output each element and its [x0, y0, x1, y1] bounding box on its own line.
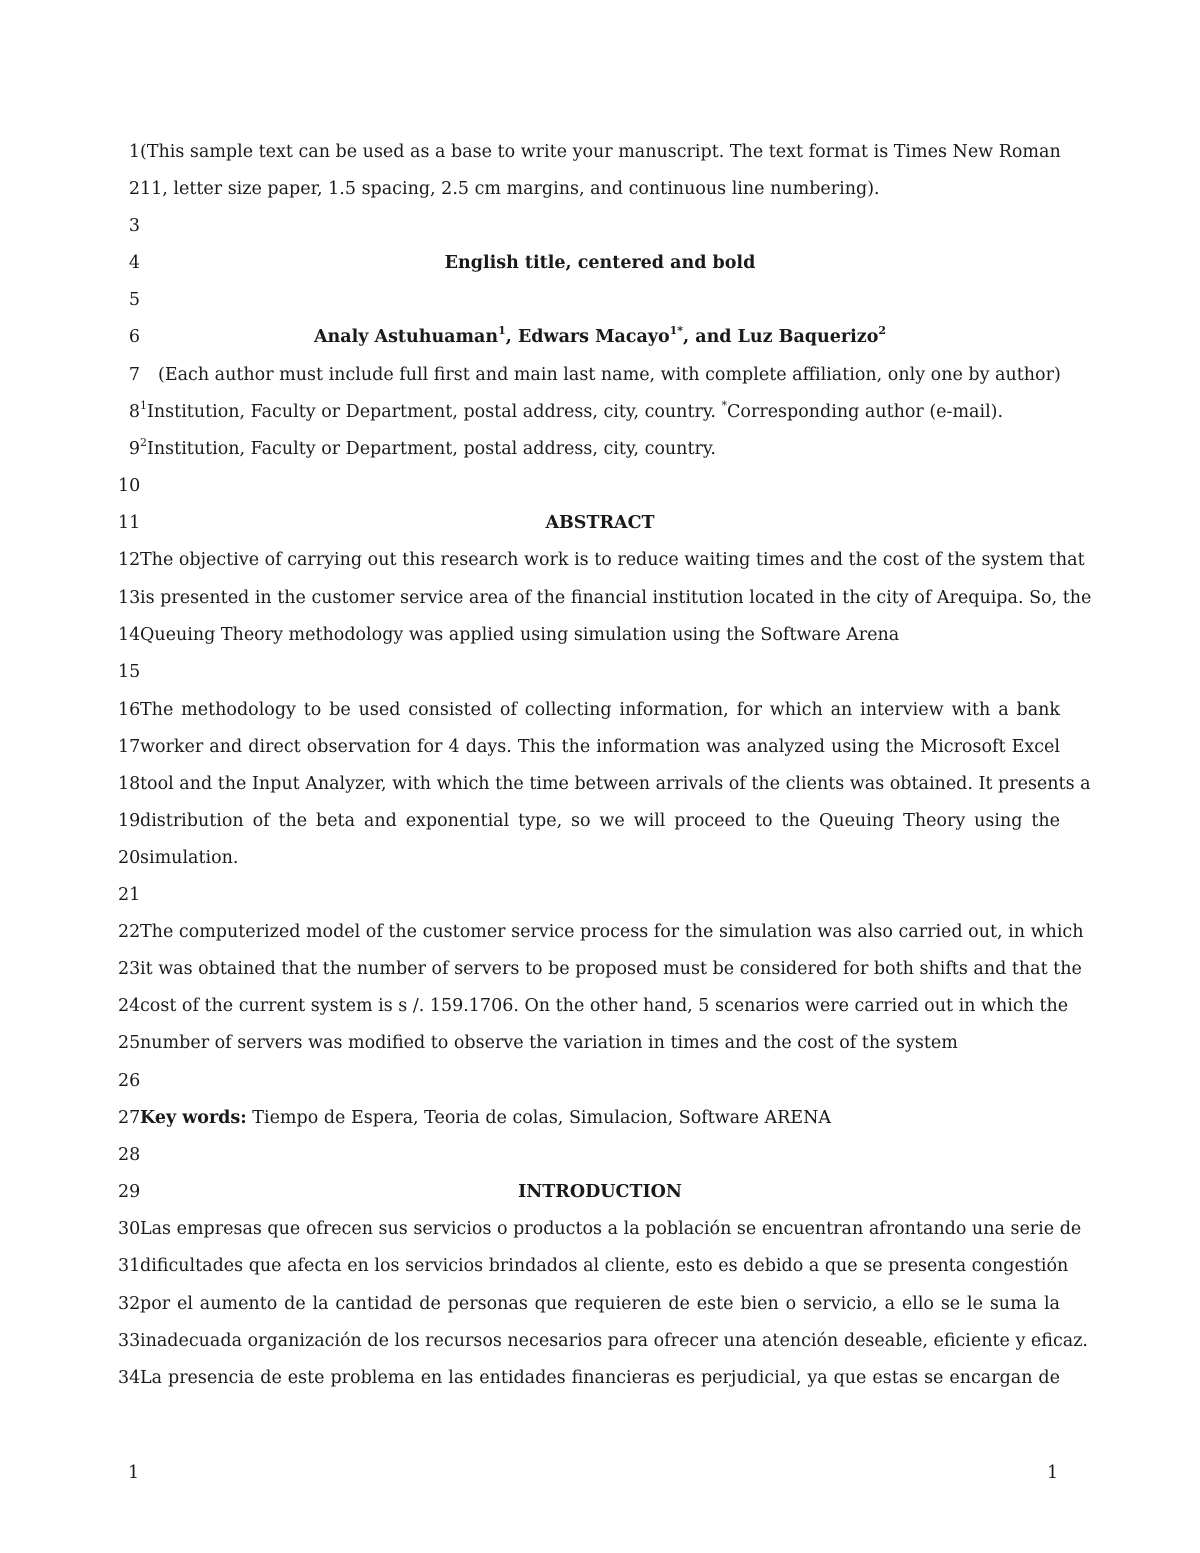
line-number: 15 [118, 662, 141, 682]
manuscript-line [118, 1063, 1060, 1100]
manuscript-line [118, 282, 1060, 319]
line-text: por el aumento de la cantidad de personas que requieren de este bien o servicio, a ello se le suma la [140, 1294, 1060, 1314]
line-number: 10 [118, 476, 141, 496]
line-number: 19 [118, 811, 141, 831]
author-name: Analy Astuhuaman [313, 327, 499, 347]
line-number: 17 [118, 737, 141, 757]
affiliation-line [140, 394, 1060, 431]
line-number: 33 [118, 1331, 141, 1351]
line-number: 18 [118, 774, 141, 794]
manuscript-line [118, 394, 1060, 431]
line-text: it was obtained that the number of servers to be proposed must be considered for both shifts and that the [140, 959, 1082, 979]
line-text: is presented in the customer service area of the financial institution located in the city of Arequipa. So, the [140, 588, 1092, 608]
keywords-line [140, 1100, 1060, 1137]
manuscript-line [118, 840, 1060, 877]
line-number: 20 [118, 848, 141, 868]
line-number: 32 [118, 1294, 141, 1314]
line-number: 22 [118, 922, 141, 942]
line-number: 31 [118, 1256, 141, 1276]
manuscript-line [118, 1174, 1060, 1211]
line-text: dificultades que afecta en los servicios brindados al cliente, esto es debido a que se presenta congestión [140, 1256, 1069, 1276]
line-text: number of servers was modified to observe the variation in times and the cost of the system [140, 1033, 958, 1053]
manuscript-line [118, 1100, 1060, 1137]
line-number: 27 [118, 1108, 141, 1128]
line-number: 14 [118, 625, 141, 645]
line-number: 12 [118, 550, 141, 570]
line-number: 4 [128, 253, 140, 273]
line-number: 8 [128, 402, 140, 422]
paper-title: English title, centered and bold [444, 253, 756, 273]
line-number: 7 [128, 365, 140, 385]
keywords-label: Key words: [140, 1108, 247, 1128]
line-number: 1 [128, 142, 140, 162]
line-text: worker and direct observation for 4 days. This the information was analyzed using the Microsoft Excel [140, 737, 1060, 757]
affiliation-marker: 1 [498, 324, 506, 338]
line-number: 30 [118, 1219, 141, 1239]
manuscript-line [118, 1248, 1069, 1285]
footer-page-number-left: 1 [128, 1463, 140, 1483]
manuscript-line [118, 1360, 1060, 1397]
line-text: tool and the Input Analyzer, with which the time between arrivals of the clients was obtained. It presents a [140, 774, 1091, 794]
manuscript-line [118, 542, 1085, 579]
line-number: 2 [128, 179, 140, 199]
manuscript-line [118, 1286, 1060, 1323]
manuscript-line [118, 729, 1060, 766]
section-heading: INTRODUCTION [518, 1182, 682, 1202]
manuscript-line [118, 208, 1060, 245]
manuscript-line [118, 1137, 1060, 1174]
line-number: 28 [118, 1145, 141, 1165]
manuscript-line [118, 617, 1060, 654]
affiliation-marker: 2 [140, 436, 147, 450]
line-number: 6 [128, 327, 140, 347]
line-text: cost of the current system is s /. 159.1706. On the other hand, 5 scenarios were carried out in which the [140, 996, 1069, 1016]
line-number: 23 [118, 959, 141, 979]
manuscript-line [118, 357, 1060, 394]
manuscript-line [118, 654, 1060, 691]
line-number: 3 [128, 216, 140, 236]
line-text: (This sample text can be used as a base to write your manuscript. The text format is Times New Roman [140, 142, 1061, 162]
line-text: 11, letter size paper, 1.5 spacing, 2.5 cm margins, and continuous line numbering). [140, 179, 880, 199]
manuscript-line [118, 1323, 1088, 1360]
manuscript-line [118, 914, 1084, 951]
line-text: distribution of the beta and exponential type, so we will proceed to the Queuing Theory using the [140, 811, 1060, 831]
line-text: The computerized model of the customer service process for the simulation was also carried out, in which [140, 922, 1084, 942]
affiliation-text: Institution, Faculty or Department, postal address, city, country. [147, 439, 716, 459]
line-text: Queuing Theory methodology was applied using simulation using the Software Arena [140, 625, 900, 645]
line-number: 29 [118, 1182, 141, 1202]
affiliation-marker: 2 [878, 324, 887, 338]
line-number: 25 [118, 1033, 141, 1053]
manuscript-line [118, 431, 1060, 468]
manuscript-line [118, 803, 1060, 840]
section-heading: ABSTRACT [545, 513, 655, 533]
manuscript-line [118, 988, 1069, 1025]
manuscript-line [118, 245, 1060, 282]
author-instructions: (Each author must include full first and main last name, with complete affiliation, only one by author) [158, 365, 1061, 385]
line-text: inadecuada organización de los recursos necesarios para ofrecer una atención deseable, eficiente y eficaz. [140, 1331, 1088, 1351]
manuscript-line [118, 1025, 1060, 1062]
line-number: 5 [128, 290, 140, 310]
manuscript-line [118, 877, 1060, 914]
manuscript-line [118, 692, 1060, 729]
manuscript-line [118, 580, 1092, 617]
manuscript-line [118, 319, 1060, 356]
manuscript-line [118, 468, 1060, 505]
corresponding-text: Corresponding author (e-mail). [727, 402, 1004, 422]
manuscript-line [118, 171, 1060, 208]
author-name: , and Luz Baquerizo [683, 327, 879, 347]
line-text: simulation. [140, 848, 239, 868]
line-text: The objective of carrying out this research work is to reduce waiting times and the cost of the system that [140, 550, 1085, 570]
manuscript-line [118, 505, 1060, 542]
line-number: 26 [118, 1071, 141, 1091]
corresponding-marker: * [721, 399, 728, 413]
line-number: 21 [118, 885, 141, 905]
line-text: Las empresas que ofrecen sus servicios o productos a la población se encuentran afrontando una serie de [140, 1219, 1082, 1239]
manuscript-line [118, 1211, 1082, 1248]
line-number: 16 [118, 700, 141, 720]
line-number: 11 [118, 513, 141, 533]
manuscript-line [118, 766, 1091, 803]
affiliation-marker: 1 [140, 399, 147, 413]
footer-page-number-right: 1 [1047, 1463, 1059, 1483]
affiliation-text: Institution, Faculty or Department, postal address, city, country. [147, 402, 722, 422]
manuscript-line [118, 134, 1060, 171]
line-number: 13 [118, 588, 141, 608]
affiliation-line [140, 431, 1060, 468]
line-text: La presencia de este problema en las entidades financieras es perjudicial, ya que estas se encargan de [140, 1368, 1060, 1388]
affiliation-marker: 1* [669, 324, 684, 338]
manuscript-line [118, 951, 1082, 988]
author-list [140, 319, 1060, 356]
line-number: 9 [128, 439, 140, 459]
line-number: 24 [118, 996, 141, 1016]
author-name: , Edwars Macayo [505, 327, 670, 347]
line-number: 34 [118, 1368, 141, 1388]
line-text: The methodology to be used consisted of collecting information, for which an interview with a bank [140, 700, 1060, 720]
keywords-text: Tiempo de Espera, Teoria de colas, Simulacion, Software ARENA [246, 1108, 832, 1128]
